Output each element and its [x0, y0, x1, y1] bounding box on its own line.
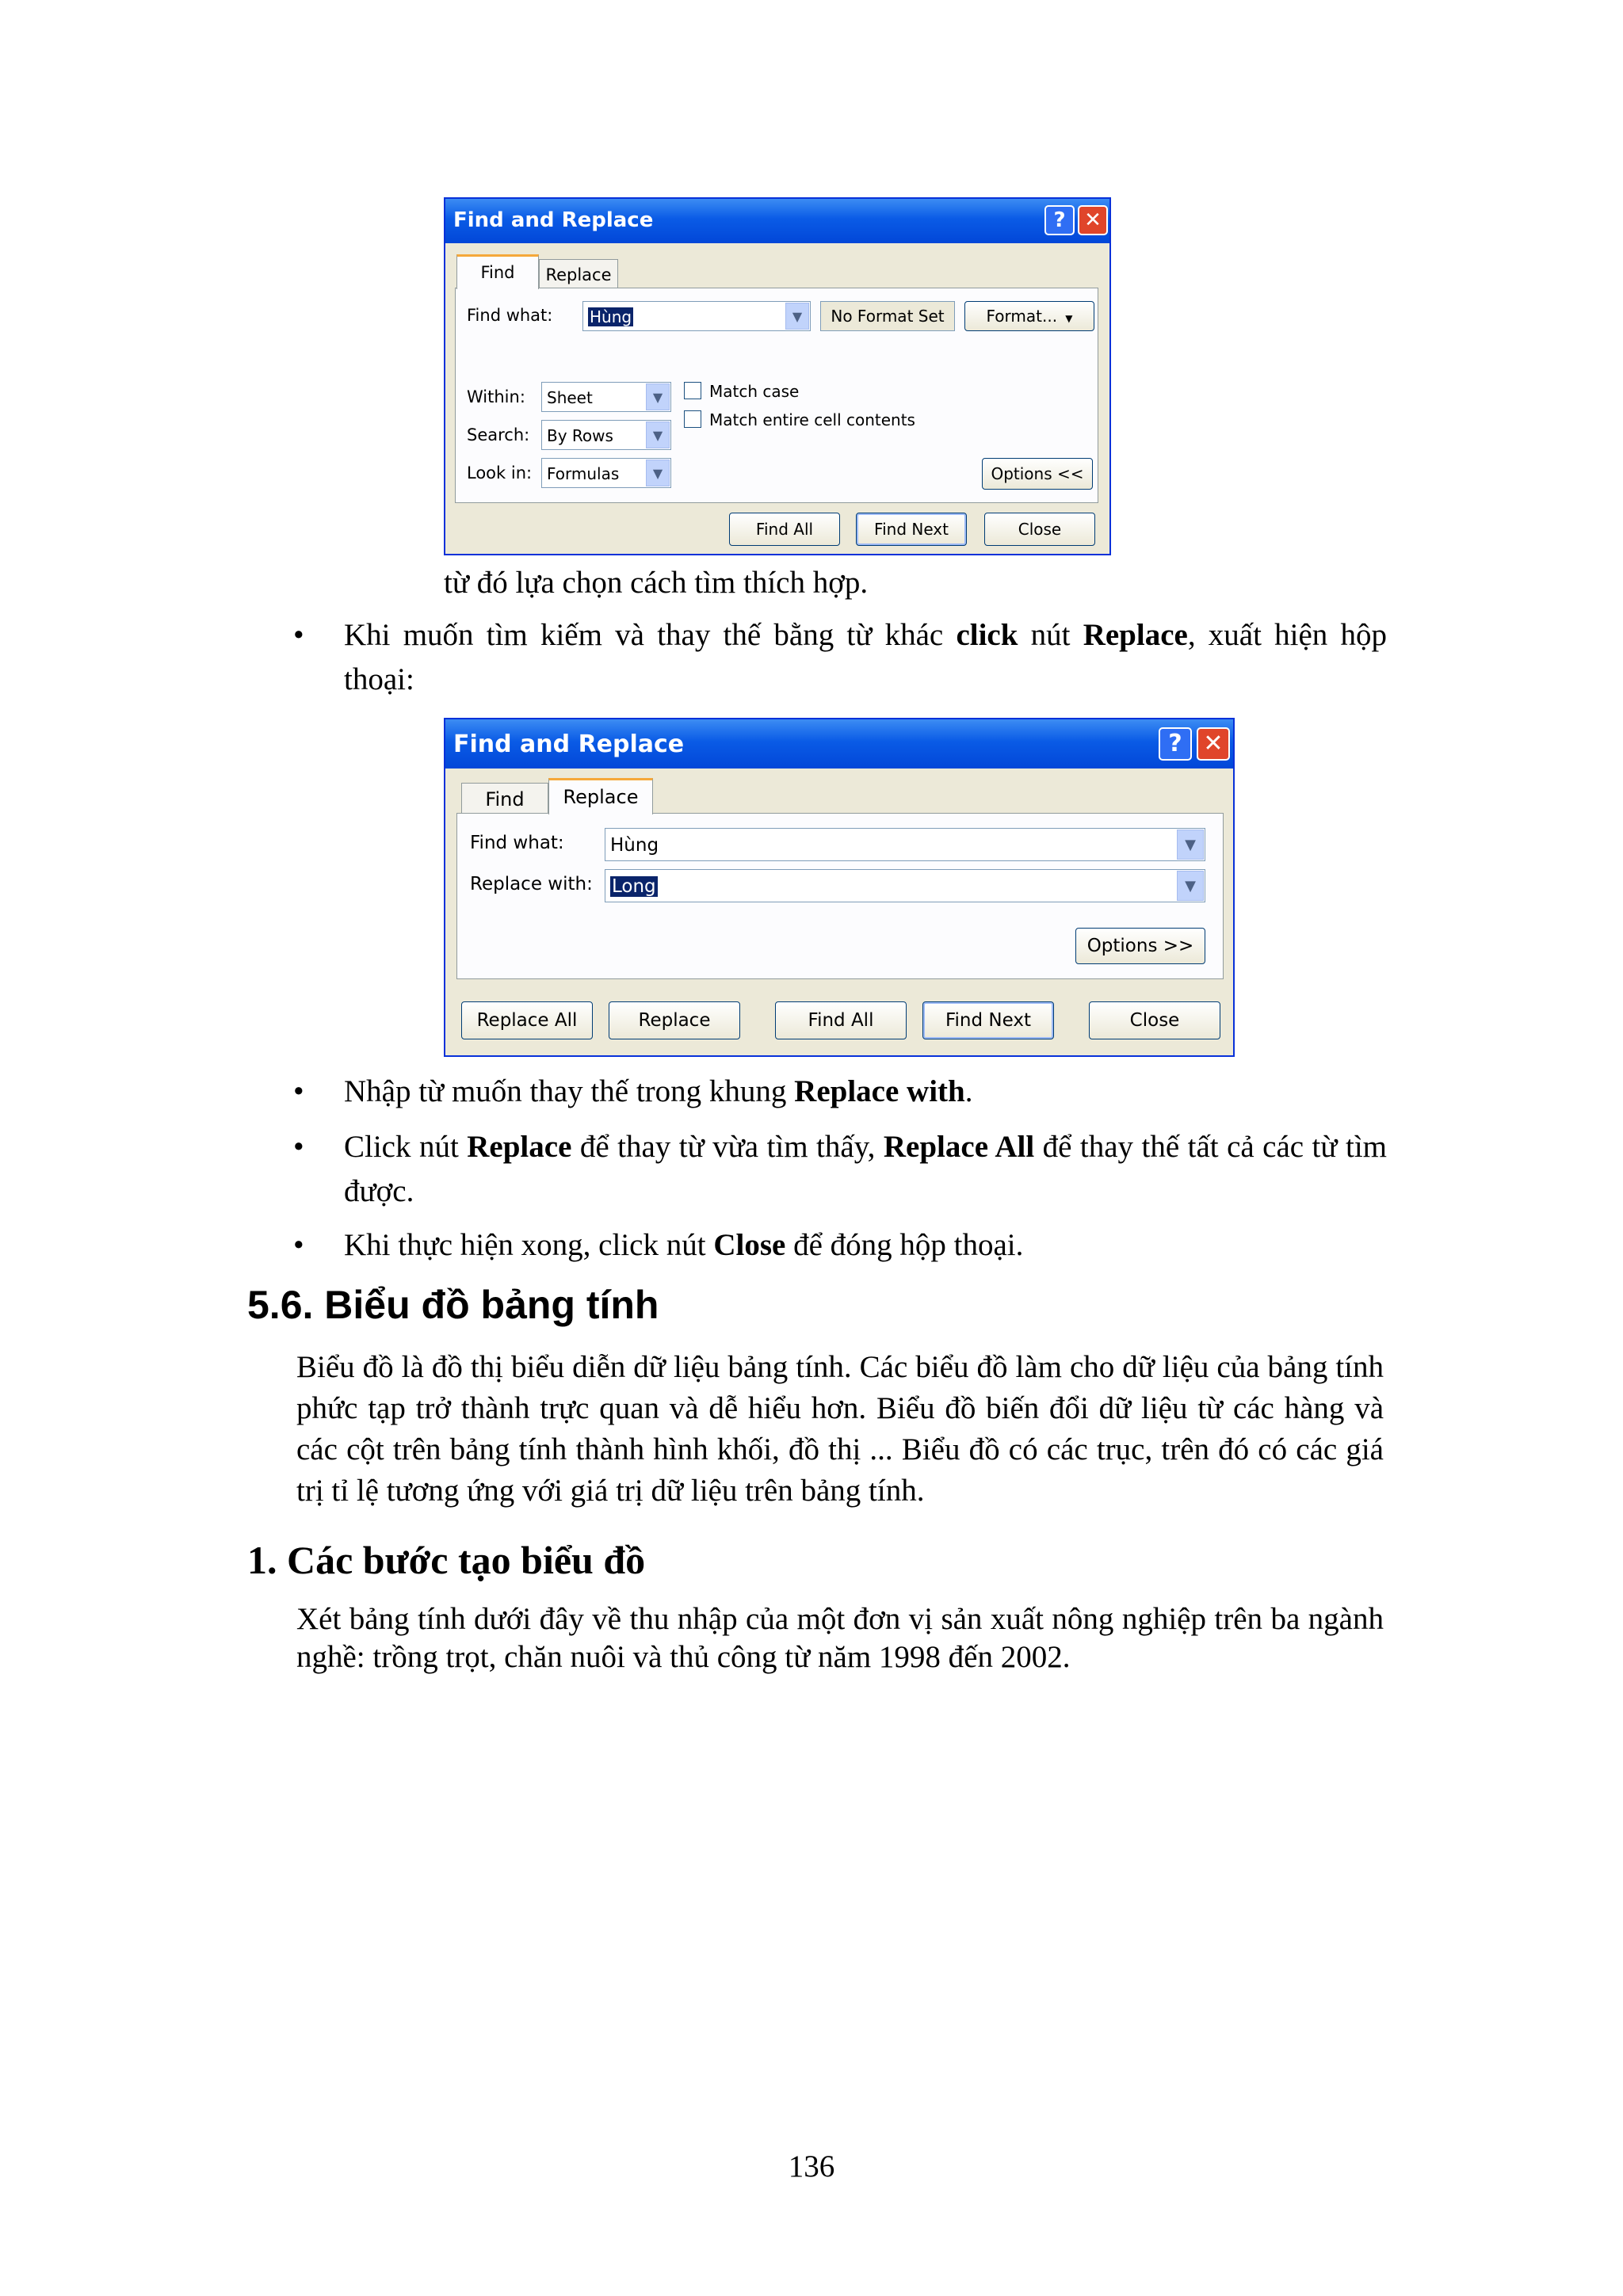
bullet-point-icon: • [293, 1074, 304, 1108]
text-run-bold: Close [713, 1228, 786, 1262]
look-in-value: Formulas [547, 464, 620, 483]
replace-with-input[interactable] [605, 869, 1205, 902]
find-replace-dialog-find-tab [444, 197, 1111, 555]
section-paragraph: Biểu đồ là đồ thị biểu diễn dữ liệu bảng tính. Các biểu đồ làm cho dữ liệu của bảng tính phức tạp trở thành trực quan và dễ hiểu hơn. Biểu đồ biến đổi dữ liệu từ các hàng và các cột trên bảng tính thành hình khối, đồ thị ... Biểu đồ có các trục, trên đó có các giá trị tỉ lệ tương ứng với giá trị dữ liệu trên bảng tính. [296, 1350, 1384, 1508]
dialog-title: Find and Replace [453, 208, 654, 232]
no-format-set-preview: No Format Set [820, 301, 955, 331]
replace-with-value: Long [612, 876, 656, 897]
subsection-heading: 1. Các bước tạo biểu đồ [247, 1538, 646, 1582]
text-run-bold: Replace [467, 1130, 572, 1164]
find-what-input[interactable] [582, 301, 811, 331]
help-icon[interactable]: ? [1159, 727, 1192, 761]
match-entire-label: Match entire cell contents [709, 410, 915, 429]
bullet-text [344, 1125, 1387, 1214]
search-select[interactable] [541, 420, 671, 450]
close-icon[interactable]: ✕ [1078, 205, 1108, 235]
chevron-down-icon[interactable]: ▼ [1177, 871, 1204, 901]
text-run: Click nút [344, 1130, 468, 1164]
find-what-input[interactable] [605, 828, 1205, 861]
match-case-label: Match case [709, 382, 800, 401]
text-run-bold: Replace All [883, 1130, 1035, 1164]
match-case-checkbox[interactable] [684, 382, 701, 399]
within-value: Sheet [547, 388, 593, 407]
tab-replace[interactable]: Replace [548, 778, 653, 814]
chevron-down-icon[interactable]: ▼ [646, 460, 670, 486]
find-what-label: Find what: [467, 306, 553, 325]
bullet-point-icon: • [293, 1228, 304, 1262]
replace-with-label: Replace with: [470, 874, 593, 894]
chevron-down-icon[interactable]: ▼ [1177, 830, 1204, 860]
find-next-button[interactable]: Find Next [856, 513, 967, 546]
find-all-button[interactable]: Find All [775, 1001, 907, 1039]
text-run: để thay từ vừa tìm thấy, [571, 1130, 884, 1164]
dialog-title-bar[interactable] [445, 199, 1109, 243]
find-replace-dialog-replace-tab [444, 718, 1235, 1057]
search-label: Search: [467, 425, 530, 444]
text-run-bold: Replace [1083, 618, 1188, 652]
find-panel [455, 288, 1098, 503]
dialog-title-bar[interactable] [445, 719, 1233, 769]
find-next-button[interactable]: Find Next [922, 1001, 1054, 1039]
replace-button[interactable]: Replace [609, 1001, 740, 1039]
options-button[interactable]: Options >> [1075, 928, 1205, 964]
body-text-line: từ đó lựa chọn cách tìm thích hợp. [444, 566, 869, 600]
find-what-value: Hùng [590, 307, 632, 326]
text-run: nút [1018, 618, 1083, 652]
text-run: Khi thực hiện xong, click nút [344, 1228, 714, 1262]
text-run-bold: click [956, 618, 1018, 652]
text-run: để thay thế tất cả các từ tìm được. [344, 1130, 1387, 1208]
help-icon[interactable]: ? [1044, 205, 1075, 235]
dialog-title: Find and Replace [453, 730, 685, 758]
text-run: . [964, 1074, 973, 1108]
find-all-button[interactable]: Find All [729, 513, 840, 546]
search-value: By Rows [547, 426, 613, 445]
tab-find[interactable]: Find [461, 783, 548, 814]
replace-all-button[interactable]: Replace All [461, 1001, 593, 1039]
within-select[interactable] [541, 382, 671, 412]
text-run: Nhập từ muốn thay thế trong khung [344, 1074, 795, 1108]
chevron-down-icon[interactable]: ▼ [785, 303, 809, 330]
look-in-label: Look in: [467, 463, 533, 482]
text-run: Khi muốn tìm kiếm và thay thế bằng từ khác [344, 618, 957, 652]
tab-find[interactable]: Find [456, 254, 539, 289]
bullet-point-icon: • [293, 618, 304, 652]
bullet-text [344, 613, 1387, 702]
look-in-select[interactable] [541, 458, 671, 488]
bullet-text [344, 1223, 1387, 1268]
options-button[interactable]: Options << [982, 458, 1093, 490]
tab-replace[interactable]: Replace [539, 259, 618, 289]
close-icon[interactable]: ✕ [1197, 727, 1230, 761]
find-what-value: Hùng [610, 835, 659, 856]
bullet-text [344, 1070, 1387, 1114]
section-heading: 5.6. Biểu đồ bảng tính [247, 1283, 659, 1327]
bullet-point-icon: • [293, 1130, 304, 1164]
format-button-label: Format... [986, 307, 1058, 326]
text-run-bold: Replace with [794, 1074, 965, 1108]
dropdown-arrow-icon: ▼ [1062, 313, 1073, 324]
close-button[interactable]: Close [1089, 1001, 1220, 1039]
text-run: để đóng hộp thoại. [785, 1228, 1024, 1262]
format-button[interactable] [964, 301, 1094, 331]
chevron-down-icon[interactable]: ▼ [646, 383, 670, 410]
within-label: Within: [467, 387, 525, 406]
match-entire-checkbox[interactable] [684, 410, 701, 428]
page-number: 136 [788, 2149, 835, 2183]
find-what-label: Find what: [470, 833, 564, 853]
close-button[interactable]: Close [984, 513, 1095, 546]
text-run: , xuất hiện hộp thoại: [344, 618, 1388, 696]
chevron-down-icon[interactable]: ▼ [646, 421, 670, 448]
replace-panel [456, 813, 1224, 979]
subsection-paragraph: Xét bảng tính dưới đây về thu nhập của một đơn vị sản xuất nông nghiệp trên ba ngành nghề: trồng trọt, chăn nuôi và thủ công từ năm 1998 đến 2002. [296, 1602, 1384, 1674]
